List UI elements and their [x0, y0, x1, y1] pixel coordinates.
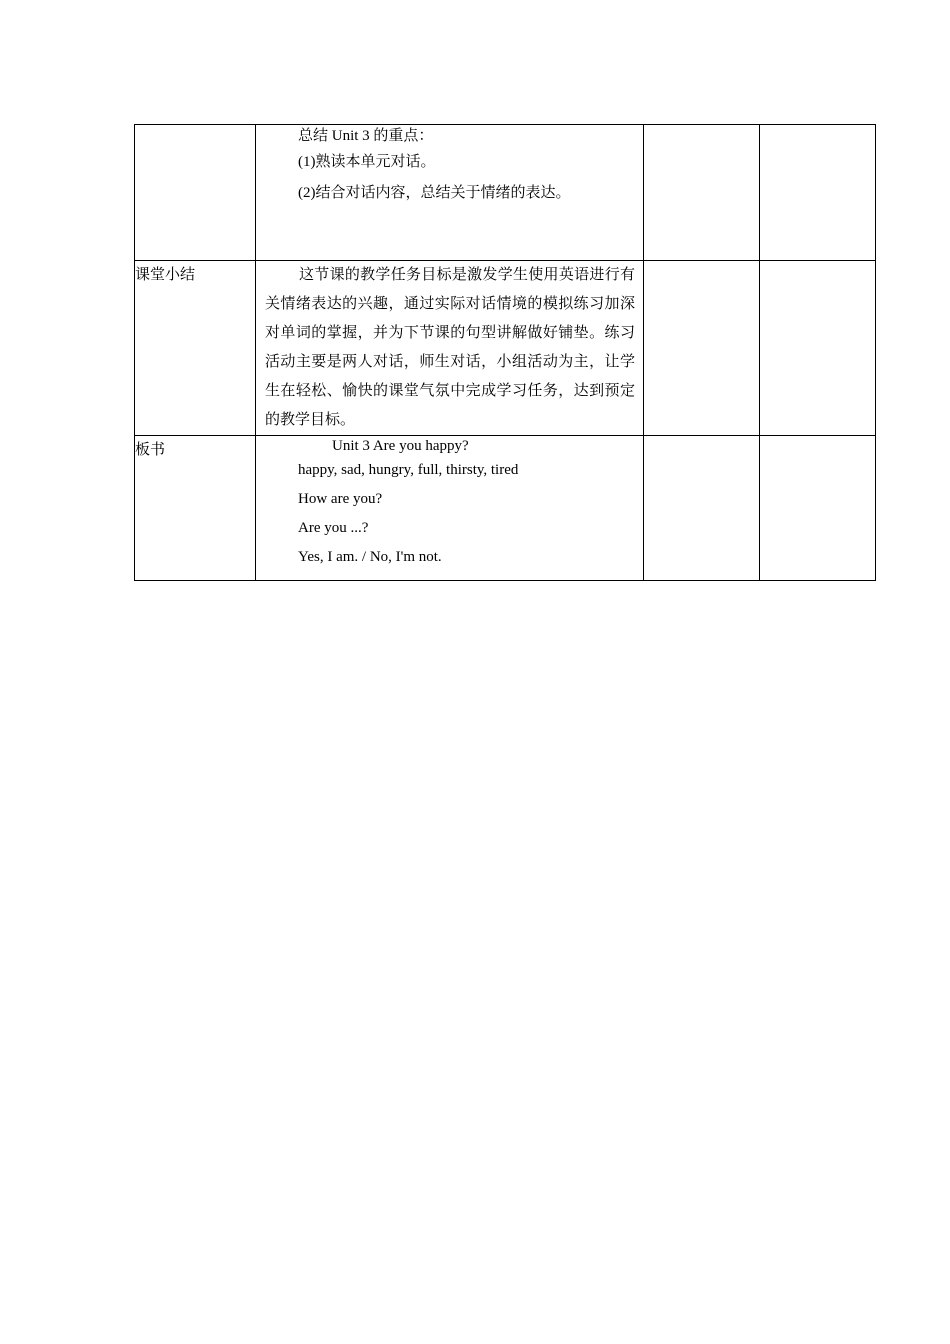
- empty-cell: [760, 261, 876, 436]
- content-cell: [256, 261, 644, 436]
- table-row-blackboard: [135, 436, 876, 581]
- content-cell: [256, 125, 644, 261]
- blackboard-line-answer: Yes, I am. / No, I'm not.: [298, 549, 442, 565]
- blackboard-line-are-you: Are you ...?: [298, 520, 369, 536]
- row-label-cell: [135, 125, 256, 261]
- empty-cell: [760, 436, 876, 581]
- empty-cell: [760, 125, 876, 261]
- content-cell: [256, 436, 644, 581]
- summary-heading: 总结 Unit 3 的重点：: [298, 128, 434, 144]
- empty-cell: [644, 125, 760, 261]
- summary-point-1: (1)熟读本单元对话。: [298, 154, 436, 170]
- empty-cell: [644, 261, 760, 436]
- table-row-summary-points: [135, 125, 876, 261]
- blackboard-line-vocabulary: happy, sad, hungry, full, thirsty, tired: [298, 462, 519, 478]
- row-label-class-summary: 课堂小结: [135, 261, 256, 436]
- empty-cell: [644, 436, 760, 581]
- lesson-plan-table: [134, 124, 876, 581]
- blackboard-line-how-are-you: How are you?: [298, 491, 383, 507]
- row-label-blackboard: 板书: [135, 436, 256, 581]
- summary-point-2: (2)结合对话内容，总结关于情绪的表达。: [298, 185, 571, 201]
- table-row-class-summary: [135, 261, 876, 436]
- class-summary-paragraph: 这节课的教学任务目标是激发学生使用英语进行有关情绪表达的兴趣，通过实际对话情境的模拟练习加深对单词的掌握，并为下节课的句型讲解做好铺垫。练习活动主要是两人对话，师生对话，小组活动为主，让学生在轻松、愉快的课堂气氛中完成学习任务，达到预定的教学目标。: [265, 267, 635, 428]
- blackboard-title: Unit 3 Are you happy?: [332, 438, 469, 454]
